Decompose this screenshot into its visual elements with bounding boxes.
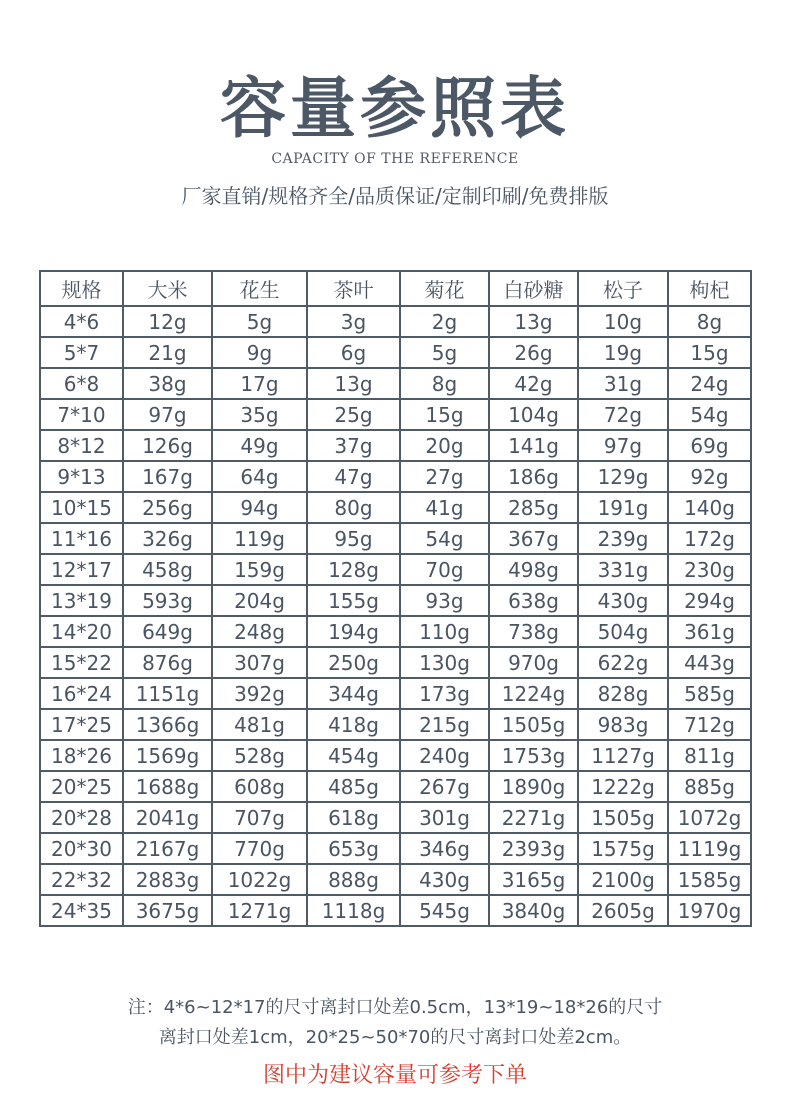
capacity-cell: 194g xyxy=(307,616,400,647)
capacity-cell: 20g xyxy=(400,430,489,461)
capacity-cell: 545g xyxy=(400,895,489,926)
table-row xyxy=(40,337,751,368)
capacity-cell: 8g xyxy=(400,368,489,399)
table-row xyxy=(40,368,751,399)
table-row xyxy=(40,771,751,802)
capacity-cell: 130g xyxy=(400,647,489,678)
capacity-cell: 35g xyxy=(212,399,307,430)
capacity-cell: 230g xyxy=(668,554,751,585)
table-row xyxy=(40,585,751,616)
capacity-cell: 2041g xyxy=(123,802,212,833)
capacity-cell: 204g xyxy=(212,585,307,616)
capacity-cell: 392g xyxy=(212,678,307,709)
capacity-cell: 31g xyxy=(578,368,668,399)
size-cell: 13*19 xyxy=(40,585,123,616)
capacity-cell: 15g xyxy=(400,399,489,430)
capacity-cell: 712g xyxy=(668,709,751,740)
size-cell: 24*35 xyxy=(40,895,123,926)
capacity-cell: 1127g xyxy=(578,740,668,771)
capacity-cell: 119g xyxy=(212,523,307,554)
capacity-cell: 173g xyxy=(400,678,489,709)
size-cell: 20*25 xyxy=(40,771,123,802)
capacity-cell: 95g xyxy=(307,523,400,554)
capacity-cell: 17g xyxy=(212,368,307,399)
capacity-cell: 2g xyxy=(400,306,489,337)
capacity-cell: 1569g xyxy=(123,740,212,771)
capacity-cell: 1505g xyxy=(578,802,668,833)
size-cell: 20*30 xyxy=(40,833,123,864)
capacity-cell: 5g xyxy=(212,306,307,337)
capacity-cell: 21g xyxy=(123,337,212,368)
header-tea: 茶叶 xyxy=(307,271,400,306)
capacity-cell: 27g xyxy=(400,461,489,492)
size-cell: 6*8 xyxy=(40,368,123,399)
capacity-cell: 1505g xyxy=(489,709,578,740)
header-pine-nut: 松子 xyxy=(578,271,668,306)
capacity-cell: 3675g xyxy=(123,895,212,926)
capacity-cell: 167g xyxy=(123,461,212,492)
header-size: 规格 xyxy=(40,271,123,306)
capacity-cell: 2271g xyxy=(489,802,578,833)
capacity-cell: 126g xyxy=(123,430,212,461)
capacity-cell: 240g xyxy=(400,740,489,771)
size-cell: 22*32 xyxy=(40,864,123,895)
table-row xyxy=(40,616,751,647)
capacity-cell: 346g xyxy=(400,833,489,864)
capacity-cell: 430g xyxy=(578,585,668,616)
size-cell: 17*25 xyxy=(40,709,123,740)
capacity-cell: 70g xyxy=(400,554,489,585)
capacity-cell: 418g xyxy=(307,709,400,740)
capacity-cell: 1222g xyxy=(578,771,668,802)
capacity-cell: 97g xyxy=(123,399,212,430)
capacity-cell: 876g xyxy=(123,647,212,678)
size-cell: 11*16 xyxy=(40,523,123,554)
capacity-cell: 638g xyxy=(489,585,578,616)
table-row xyxy=(40,430,751,461)
capacity-cell: 5g xyxy=(400,337,489,368)
table-row xyxy=(40,678,751,709)
capacity-cell: 618g xyxy=(307,802,400,833)
capacity-cell: 1753g xyxy=(489,740,578,771)
capacity-cell: 8g xyxy=(668,306,751,337)
capacity-cell: 250g xyxy=(307,647,400,678)
capacity-cell: 6g xyxy=(307,337,400,368)
capacity-cell: 110g xyxy=(400,616,489,647)
capacity-cell: 2393g xyxy=(489,833,578,864)
capacity-cell: 585g xyxy=(668,678,751,709)
capacity-cell: 267g xyxy=(400,771,489,802)
capacity-cell: 256g xyxy=(123,492,212,523)
table-row xyxy=(40,461,751,492)
table-row xyxy=(40,833,751,864)
capacity-cell: 159g xyxy=(212,554,307,585)
capacity-cell: 970g xyxy=(489,647,578,678)
capacity-cell: 248g xyxy=(212,616,307,647)
capacity-cell: 9g xyxy=(212,337,307,368)
table-row xyxy=(40,709,751,740)
capacity-cell: 1072g xyxy=(668,802,751,833)
capacity-cell: 485g xyxy=(307,771,400,802)
capacity-cell: 54g xyxy=(668,399,751,430)
size-cell: 20*28 xyxy=(40,802,123,833)
header-sugar: 白砂糖 xyxy=(489,271,578,306)
table-header-row xyxy=(40,271,751,306)
capacity-cell: 1118g xyxy=(307,895,400,926)
capacity-cell: 1366g xyxy=(123,709,212,740)
table-row xyxy=(40,306,751,337)
capacity-cell: 41g xyxy=(400,492,489,523)
capacity-cell: 128g xyxy=(307,554,400,585)
capacity-cell: 93g xyxy=(400,585,489,616)
capacity-cell: 294g xyxy=(668,585,751,616)
capacity-cell: 504g xyxy=(578,616,668,647)
capacity-cell: 443g xyxy=(668,647,751,678)
capacity-cell: 10g xyxy=(578,306,668,337)
header-chrysanthemum: 菊花 xyxy=(400,271,489,306)
capacity-cell: 1575g xyxy=(578,833,668,864)
capacity-cell: 307g xyxy=(212,647,307,678)
capacity-cell: 26g xyxy=(489,337,578,368)
capacity-cell: 770g xyxy=(212,833,307,864)
capacity-cell: 367g xyxy=(489,523,578,554)
capacity-cell: 25g xyxy=(307,399,400,430)
capacity-cell: 608g xyxy=(212,771,307,802)
capacity-cell: 1688g xyxy=(123,771,212,802)
capacity-cell: 481g xyxy=(212,709,307,740)
size-cell: 8*12 xyxy=(40,430,123,461)
table-row xyxy=(40,554,751,585)
capacity-cell: 707g xyxy=(212,802,307,833)
capacity-cell: 983g xyxy=(578,709,668,740)
capacity-cell: 885g xyxy=(668,771,751,802)
capacity-cell: 361g xyxy=(668,616,751,647)
capacity-cell: 593g xyxy=(123,585,212,616)
capacity-cell: 454g xyxy=(307,740,400,771)
capacity-cell: 12g xyxy=(123,306,212,337)
size-cell: 16*24 xyxy=(40,678,123,709)
capacity-cell: 239g xyxy=(578,523,668,554)
capacity-cell: 97g xyxy=(578,430,668,461)
capacity-cell: 1890g xyxy=(489,771,578,802)
table-row xyxy=(40,802,751,833)
capacity-cell: 2605g xyxy=(578,895,668,926)
header-goji: 枸杞 xyxy=(668,271,751,306)
capacity-cell: 2883g xyxy=(123,864,212,895)
size-cell: 15*22 xyxy=(40,647,123,678)
capacity-cell: 72g xyxy=(578,399,668,430)
capacity-cell: 141g xyxy=(489,430,578,461)
capacity-cell: 13g xyxy=(489,306,578,337)
capacity-cell: 47g xyxy=(307,461,400,492)
note-line-1: 注：4*6~12*17的尺寸离封口处差0.5cm，13*19~18*26的尺寸 xyxy=(127,997,663,1018)
capacity-cell: 24g xyxy=(668,368,751,399)
capacity-cell: 191g xyxy=(578,492,668,523)
table-row xyxy=(40,864,751,895)
capacity-cell: 888g xyxy=(307,864,400,895)
size-cell: 9*13 xyxy=(40,461,123,492)
capacity-cell: 92g xyxy=(668,461,751,492)
capacity-cell: 64g xyxy=(212,461,307,492)
capacity-cell: 80g xyxy=(307,492,400,523)
capacity-cell: 54g xyxy=(400,523,489,554)
capacity-cell: 1022g xyxy=(212,864,307,895)
capacity-cell: 430g xyxy=(400,864,489,895)
capacity-cell: 301g xyxy=(400,802,489,833)
size-cell: 7*10 xyxy=(40,399,123,430)
capacity-table xyxy=(39,270,752,927)
capacity-cell: 140g xyxy=(668,492,751,523)
suggestion-text: 图中为建议容量可参考下单 xyxy=(262,1063,527,1088)
capacity-cell: 2167g xyxy=(123,833,212,864)
capacity-cell: 215g xyxy=(400,709,489,740)
header-peanut: 花生 xyxy=(212,271,307,306)
capacity-cell: 15g xyxy=(668,337,751,368)
capacity-cell: 653g xyxy=(307,833,400,864)
capacity-cell: 69g xyxy=(668,430,751,461)
header-rice: 大米 xyxy=(123,271,212,306)
size-cell: 18*26 xyxy=(40,740,123,771)
table-row xyxy=(40,895,751,926)
capacity-cell: 1119g xyxy=(668,833,751,864)
capacity-cell: 38g xyxy=(123,368,212,399)
capacity-cell: 13g xyxy=(307,368,400,399)
capacity-cell: 3g xyxy=(307,306,400,337)
capacity-cell: 37g xyxy=(307,430,400,461)
size-cell: 10*15 xyxy=(40,492,123,523)
capacity-cell: 129g xyxy=(578,461,668,492)
capacity-cell: 104g xyxy=(489,399,578,430)
size-cell: 4*6 xyxy=(40,306,123,337)
table-row xyxy=(40,740,751,771)
capacity-cell: 811g xyxy=(668,740,751,771)
capacity-cell: 622g xyxy=(578,647,668,678)
size-cell: 5*7 xyxy=(40,337,123,368)
capacity-cell: 94g xyxy=(212,492,307,523)
capacity-cell: 1970g xyxy=(668,895,751,926)
capacity-cell: 19g xyxy=(578,337,668,368)
capacity-cell: 1585g xyxy=(668,864,751,895)
table-row xyxy=(40,647,751,678)
table-row xyxy=(40,399,751,430)
capacity-cell: 3840g xyxy=(489,895,578,926)
table-row xyxy=(40,492,751,523)
capacity-cell: 331g xyxy=(578,554,668,585)
capacity-cell: 498g xyxy=(489,554,578,585)
capacity-cell: 155g xyxy=(307,585,400,616)
size-note xyxy=(0,993,790,1053)
capacity-cell: 344g xyxy=(307,678,400,709)
capacity-cell: 42g xyxy=(489,368,578,399)
capacity-cell: 186g xyxy=(489,461,578,492)
capacity-cell: 1151g xyxy=(123,678,212,709)
capacity-cell: 649g xyxy=(123,616,212,647)
capacity-cell: 528g xyxy=(212,740,307,771)
note-line-2: 离封口处差1cm，20*25~50*70的尺寸离封口处差2cm。 xyxy=(158,1027,632,1048)
table-row xyxy=(40,523,751,554)
capacity-cell: 1224g xyxy=(489,678,578,709)
capacity-cell: 458g xyxy=(123,554,212,585)
capacity-cell: 285g xyxy=(489,492,578,523)
capacity-cell: 738g xyxy=(489,616,578,647)
capacity-cell: 326g xyxy=(123,523,212,554)
size-cell: 12*17 xyxy=(40,554,123,585)
features-subtitle: 厂家直销/规格齐全/品质保证/定制印刷/免费排版 xyxy=(181,184,609,208)
page-title: 容量参照表 xyxy=(220,70,570,147)
capacity-cell: 1271g xyxy=(212,895,307,926)
english-subtitle: CAPACITY OF THE REFERENCE xyxy=(271,151,519,167)
capacity-cell: 3165g xyxy=(489,864,578,895)
capacity-cell: 172g xyxy=(668,523,751,554)
capacity-cell: 2100g xyxy=(578,864,668,895)
capacity-cell: 828g xyxy=(578,678,668,709)
size-cell: 14*20 xyxy=(40,616,123,647)
capacity-cell: 49g xyxy=(212,430,307,461)
